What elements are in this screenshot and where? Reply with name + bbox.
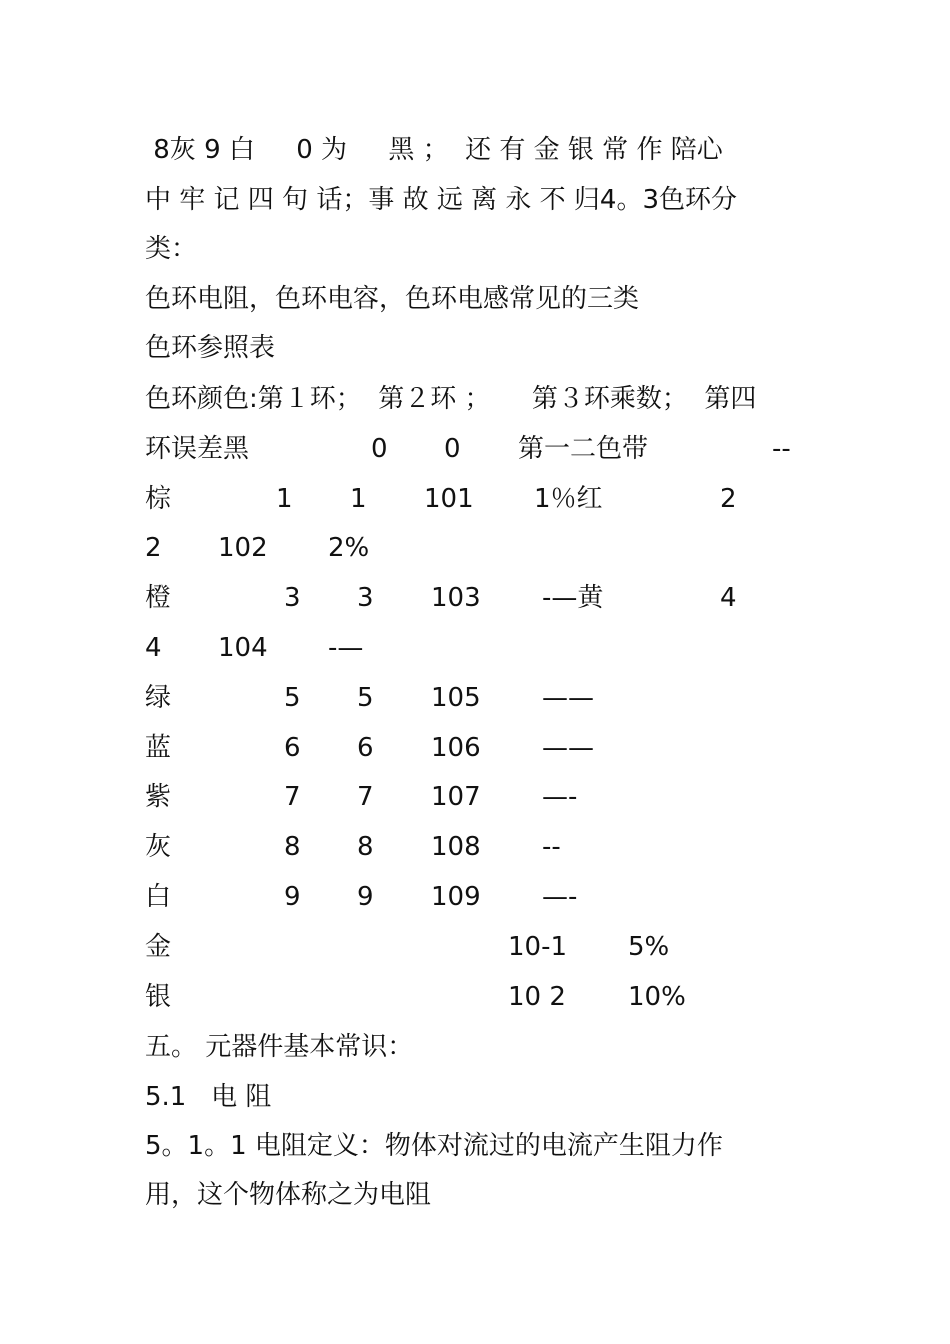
table-cell: 紫 <box>145 782 172 812</box>
table-cell: 2 <box>720 484 737 514</box>
table-row <box>145 628 364 668</box>
table-cell: 2% <box>328 533 370 563</box>
table-cell: 棕 <box>145 484 172 514</box>
table-cell: -—黄 <box>542 583 604 613</box>
table-cell: 1 <box>350 484 367 514</box>
table-cell: 102 <box>218 533 268 563</box>
table-row <box>145 578 737 618</box>
table-cell: 蓝 <box>145 733 172 763</box>
table-cell: -- <box>772 434 791 464</box>
table-cell: 105 <box>431 683 481 713</box>
table-cell: 10% <box>628 982 686 1012</box>
table-cell: 绿 <box>145 683 172 713</box>
table-row <box>145 977 686 1017</box>
table-cell: 7 <box>357 782 374 812</box>
table-cell: 第一二色带 <box>518 434 649 464</box>
section-heading: 五。 元器件基本常识： <box>145 1032 414 1062</box>
table-cell: 4 <box>720 583 737 613</box>
table-cell: 108 <box>431 832 481 862</box>
table-cell: 8 <box>284 832 301 862</box>
table-cell: 环误差黑 <box>145 434 250 464</box>
table-cell: 10-1 <box>508 932 568 962</box>
table-cell: —- <box>542 782 578 812</box>
table-cell: 5 <box>284 683 301 713</box>
table-cell: -— <box>328 633 364 663</box>
table-cell: 3 <box>357 583 374 613</box>
table-cell: 103 <box>431 583 481 613</box>
table-cell: 2 <box>145 533 162 563</box>
table-row <box>145 528 370 568</box>
table-row <box>145 429 791 469</box>
table-cell: 7 <box>284 782 301 812</box>
table-cell: 109 <box>431 882 481 912</box>
table-row <box>145 877 578 917</box>
table-cell: 1％红 <box>534 484 603 514</box>
definition-line-1: 5。1。1 电阻定义：物体对流过的电流产生阻力作 <box>145 1131 723 1161</box>
table-cell: 5 <box>357 683 374 713</box>
table-title: 色环参照表 <box>145 333 276 363</box>
table-cell: 1 <box>276 484 293 514</box>
table-cell: 10 2 <box>508 982 566 1012</box>
table-cell: 101 <box>424 484 474 514</box>
table-row <box>145 479 737 519</box>
text-line-4: 色环电阻，色环电容，色环电感常见的三类 <box>145 284 640 314</box>
table-cell: 104 <box>218 633 268 663</box>
table-cell: —— <box>542 683 594 713</box>
table-cell: 银 <box>145 982 172 1012</box>
table-cell: 0 <box>444 434 461 464</box>
table-cell: 白 <box>145 882 172 912</box>
table-cell: 3 <box>284 583 301 613</box>
text-line-3: 类： <box>145 234 198 264</box>
table-header-line: 色环颜色:第１环； 第２环 ； 第３环乘数； 第四 <box>145 384 757 414</box>
table-cell: 5% <box>628 932 670 962</box>
table-cell: 107 <box>431 782 481 812</box>
table-cell: 6 <box>284 733 301 763</box>
table-cell: 0 <box>371 434 388 464</box>
definition-line-2: 用，这个物体称之为电阻 <box>145 1180 432 1210</box>
table-cell: 4 <box>145 633 162 663</box>
table-row <box>145 678 594 718</box>
table-cell: -- <box>542 832 561 862</box>
table-cell: 9 <box>284 882 301 912</box>
table-cell: 灰 <box>145 832 172 862</box>
table-cell: 6 <box>357 733 374 763</box>
table-row <box>145 728 594 768</box>
table-cell: 106 <box>431 733 481 763</box>
table-cell: —— <box>542 733 594 763</box>
subsection-heading: 5.1 电 阻 <box>145 1082 272 1112</box>
table-cell: 9 <box>357 882 374 912</box>
table-row <box>145 777 578 817</box>
table-cell: 金 <box>145 932 172 962</box>
text-line-1: 8灰 9 白 0 为 黑 ； 还 有 金 银 常 作 陪心 <box>145 135 723 165</box>
table-row <box>145 927 670 967</box>
table-cell: —- <box>542 882 578 912</box>
table-cell: 橙 <box>145 583 172 613</box>
text-line-2: 中 牢 记 四 句 话；事 故 远 离 永 不 归4。3色环分 <box>145 185 737 215</box>
table-cell: 8 <box>357 832 374 862</box>
table-row <box>145 827 561 867</box>
